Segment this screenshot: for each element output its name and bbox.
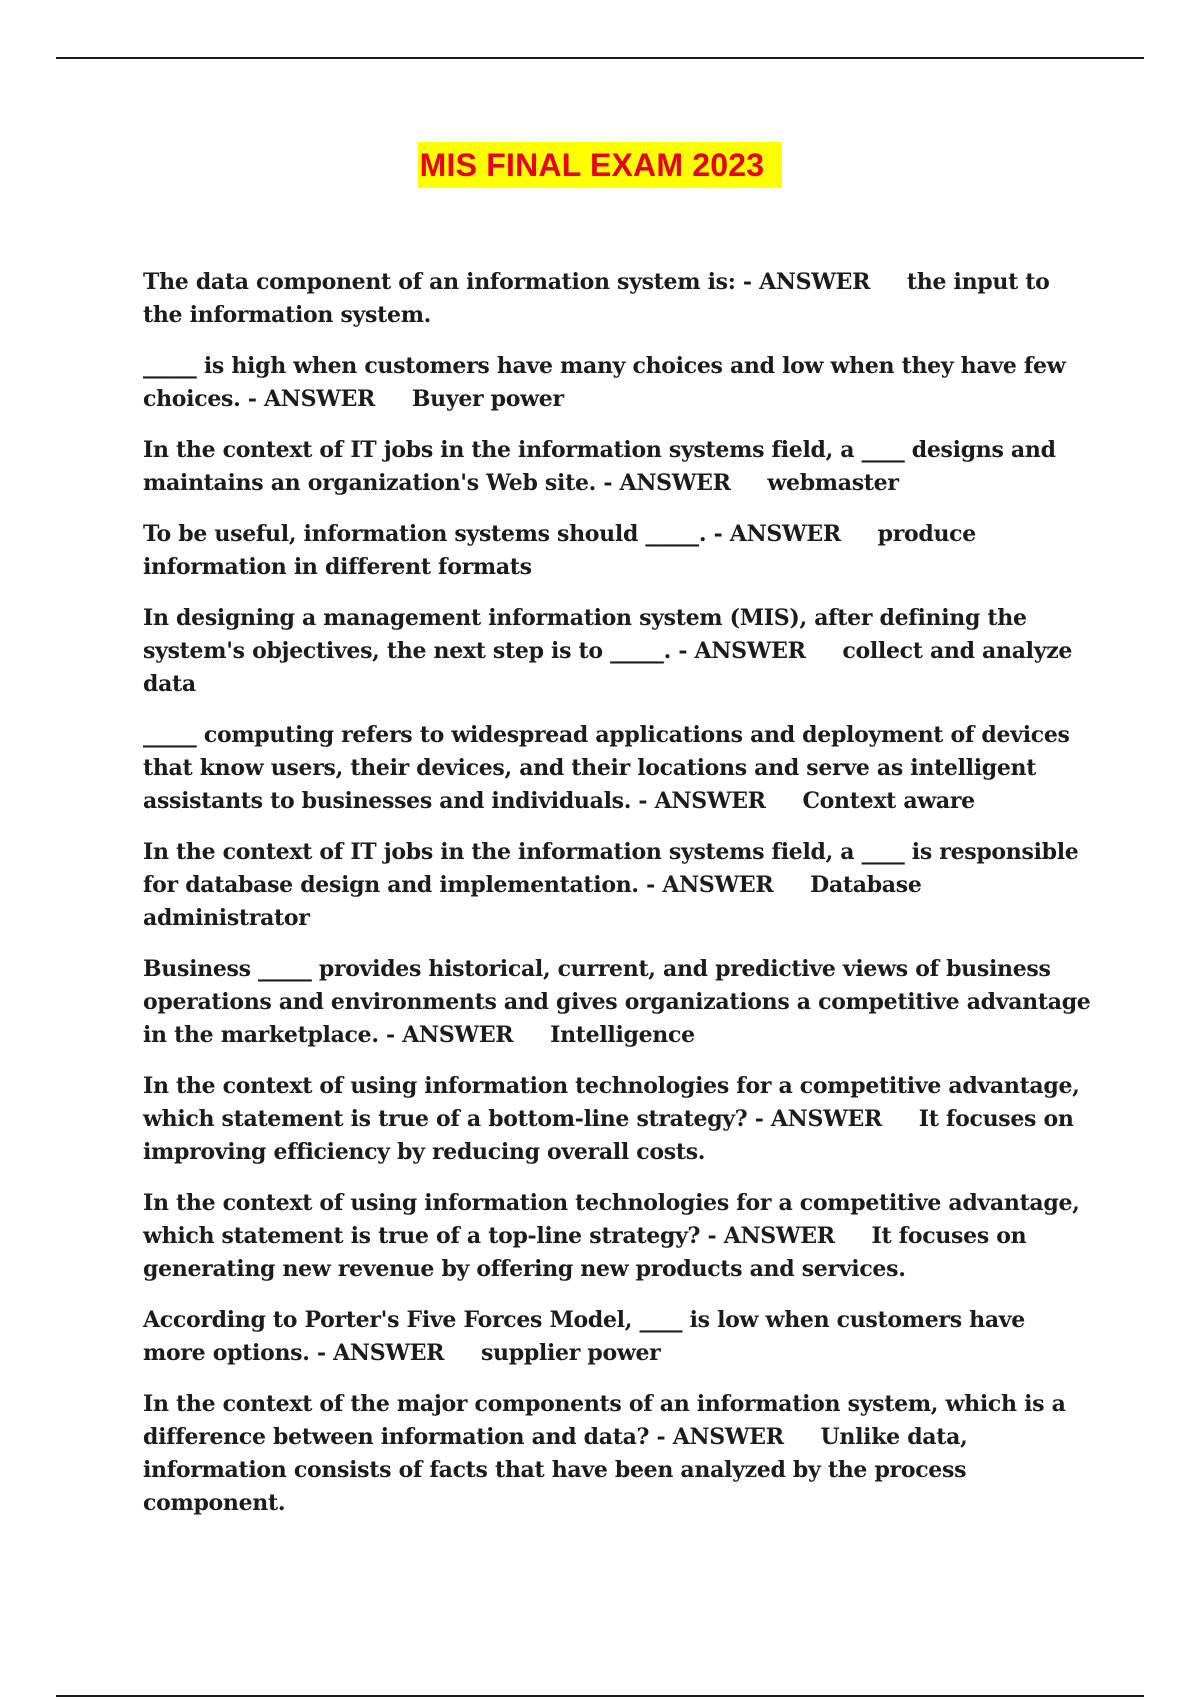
question-text: In the context of the major components of an information system, which is a difference between information and data? xyxy=(143,1391,1066,1450)
answer-text: supplier power xyxy=(480,1340,661,1366)
answer-separator: - ANSWER xyxy=(596,470,768,496)
qa-item xyxy=(143,266,1093,332)
answer-text: It focuses on improving efficiency by reducing overall costs. xyxy=(143,1106,1074,1165)
answer-separator: - ANSWER xyxy=(631,788,803,814)
answer-text: webmaster xyxy=(767,470,899,496)
answer-separator: - ANSWER xyxy=(309,1340,481,1366)
answer-text: Buyer power xyxy=(411,386,564,412)
question-text: In the context of using information technologies for a competitive advantage, which statement is true of a bottom-line strategy? xyxy=(143,1073,1080,1132)
question-text: The data component of an information system is: xyxy=(143,269,736,295)
answer-separator: - ANSWER xyxy=(378,1022,551,1048)
answer-separator: - ANSWER xyxy=(706,521,878,547)
question-text: _____ computing refers to widespread applications and deployment of devices that know users, their devices, and their locations and serve as intelligent assistants to businesses and individuals. xyxy=(143,722,1070,814)
answer-text: Database administrator xyxy=(143,872,922,931)
document-title: MIS FINAL EXAM 2023 xyxy=(418,142,783,188)
qa-item xyxy=(143,1070,1093,1169)
answer-text: Unlike data, information consists of facts that have been analyzed by the process component. xyxy=(143,1424,968,1516)
qa-item xyxy=(143,719,1093,818)
answer-separator: - ANSWER xyxy=(747,1106,919,1132)
answer-separator: - ANSWER xyxy=(638,872,811,898)
question-text: In the context of using information technologies for a competitive advantage, which statement is true of a top-line strategy? xyxy=(143,1190,1080,1249)
answer-separator: - ANSWER xyxy=(700,1223,872,1249)
answer-separator: - ANSWER xyxy=(670,638,843,664)
answer-text: Intelligence xyxy=(550,1022,695,1048)
answer-text: the input to the information system. xyxy=(143,269,1050,328)
question-text: _____ is high when customers have many choices and low when they have few choices. xyxy=(143,353,1066,412)
top-rule xyxy=(56,57,1144,59)
title-container xyxy=(0,142,1200,188)
answer-text: produce information in different formats xyxy=(143,521,976,580)
bottom-rule xyxy=(56,1695,1144,1697)
qa-item xyxy=(143,1388,1093,1520)
qa-item xyxy=(143,350,1093,416)
qa-item xyxy=(143,836,1093,935)
answer-text: It focuses on generating new revenue by offering new products and services. xyxy=(143,1223,1027,1282)
question-text: In the context of IT jobs in the information systems field, a ____ designs and maintains an organization's Web site. xyxy=(143,437,1056,496)
qa-item xyxy=(143,434,1093,500)
qa-item xyxy=(143,1187,1093,1286)
question-text: Business _____ provides historical, current, and predictive views of business operations and environments and gives organizations a competitive advantage in the marketplace. xyxy=(143,956,1091,1048)
qa-item xyxy=(143,1304,1093,1370)
question-text: In the context of IT jobs in the information systems field, a ____ is responsible for database design and implementation. xyxy=(143,839,1079,898)
question-text: In designing a management information system (MIS), after defining the system's objectives, the next step is to _____. xyxy=(143,605,1027,664)
qa-list xyxy=(143,266,1093,1538)
answer-separator: - ANSWER xyxy=(649,1424,821,1450)
answer-separator: - ANSWER xyxy=(735,269,907,295)
answer-text: Context aware xyxy=(802,788,975,814)
answer-text: collect and analyze data xyxy=(143,638,1073,697)
question-text: To be useful, information systems should _____. xyxy=(143,521,707,547)
answer-separator: - ANSWER xyxy=(240,386,412,412)
qa-item xyxy=(143,518,1093,584)
qa-item xyxy=(143,602,1093,701)
question-text: According to Porter's Five Forces Model, ____ is low when customers have more options. xyxy=(143,1307,1025,1366)
qa-item xyxy=(143,953,1093,1052)
